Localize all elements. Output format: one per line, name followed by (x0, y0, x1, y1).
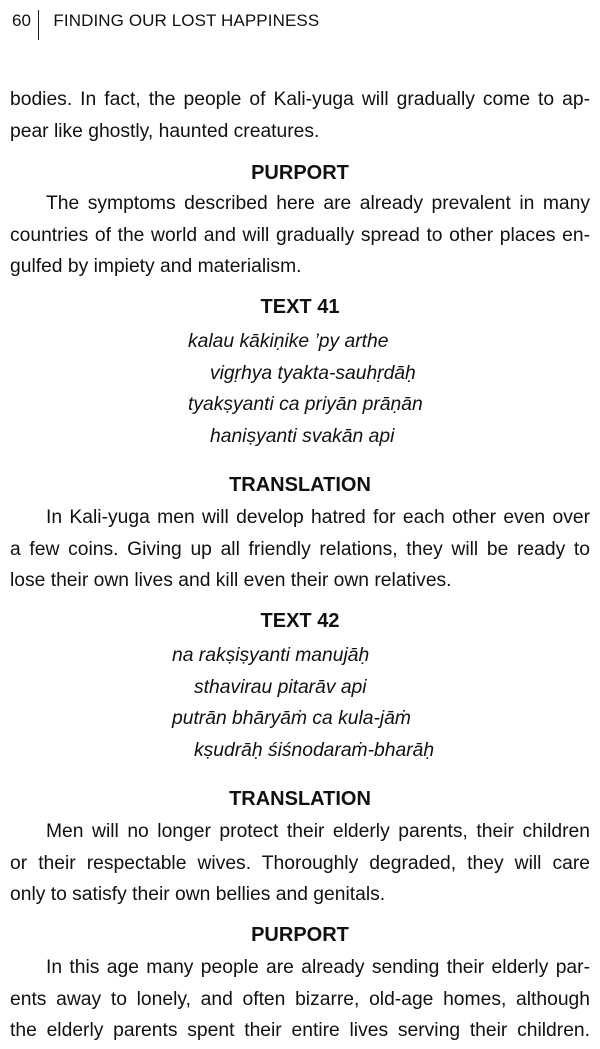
text-41-heading-wrap (10, 294, 590, 320)
translation-41-heading-wrap (10, 472, 590, 498)
verse-line: vigṛhya tyakta-sauhṛdāḥ (210, 362, 416, 384)
paragraph-line: Men will no longer protect their elderly parents, their children (46, 821, 590, 842)
text-42-heading: TEXT 42 (260, 610, 340, 632)
verse-line: putrān bhāryāṁ ca kula-jāṁ (172, 708, 411, 729)
paragraph-line: countries of the world and will gradually spread to other places en- (10, 224, 590, 246)
paragraph-line: ents away to lonely, and often bizarre, old-age homes, although (10, 988, 590, 1010)
verse-line: tyakṣyanti ca priyān prāṇān (188, 394, 423, 415)
verse-line: na rakṣiṣyanti manujāḥ (172, 645, 370, 666)
paragraph-line: gulfed by impiety and materialism. (10, 256, 302, 277)
verse-line: kalau kākiṇike ’py arthe (188, 331, 389, 352)
purport-paragraph-2 (10, 952, 590, 1047)
paragraph-line: bodies. In fact, the people of Kali-yuga will gradually come to ap- (10, 89, 590, 110)
purport-heading-1-wrap (10, 160, 590, 186)
verse-line: sthavirau pitarāv api (194, 676, 367, 698)
paragraph-line: The symptoms described here are already prevalent in many (46, 193, 590, 214)
text-42-verse (10, 640, 590, 766)
text-42-heading-wrap (10, 608, 590, 634)
verse-line: haniṣyanti svakān api (210, 425, 395, 447)
book-title: FINDING OUR LOST HAPPINESS (53, 11, 320, 30)
translation-41-paragraph (10, 502, 590, 597)
paragraph-line: lose their own lives and kill even their own relatives. (10, 570, 452, 591)
running-header (12, 10, 319, 40)
header-divider (38, 10, 40, 40)
purport-heading-2-wrap (10, 922, 590, 948)
purport-paragraph-1 (10, 188, 590, 283)
opening-paragraph (10, 84, 590, 147)
translation-heading: TRANSLATION (229, 474, 371, 496)
verse-line: kṣudrāḥ śiśnodaraṁ-bharāḥ (194, 739, 435, 761)
translation-heading: TRANSLATION (229, 788, 371, 810)
purport-heading: PURPORT (251, 162, 349, 184)
paragraph-line: pear like ghostly, haunted creatures. (10, 120, 320, 142)
paragraph-line: the elderly parents spent their entire lives serving their children. (10, 1020, 590, 1041)
translation-42-paragraph (10, 816, 590, 911)
purport-heading: PURPORT (251, 924, 349, 946)
translation-42-heading-wrap (10, 786, 590, 812)
paragraph-line: a few coins. Giving up all friendly relations, they will be ready to (10, 538, 590, 560)
paragraph-line: only to satisfy their own bellies and genitals. (10, 884, 386, 905)
text-41-heading: TEXT 41 (260, 296, 340, 318)
text-41-verse (10, 326, 590, 452)
paragraph-line: In Kali-yuga men will develop hatred for each other even over (46, 507, 590, 528)
paragraph-line: In this age many people are already sending their elderly par- (46, 957, 590, 978)
paragraph-line: or their respectable wives. Thoroughly degraded, they will care (10, 852, 590, 874)
page-number: 60 (12, 11, 31, 30)
